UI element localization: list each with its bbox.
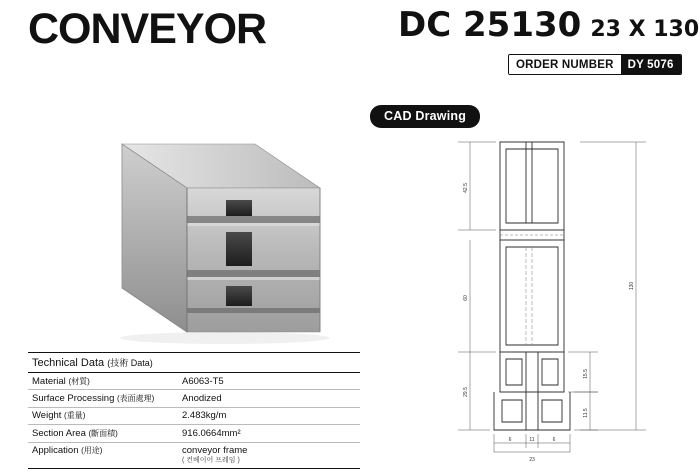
dim-middle-segment: 60 (463, 295, 469, 301)
row-value (182, 428, 241, 439)
cad-drawing (440, 130, 690, 465)
dim-overall-height: 130 (629, 281, 635, 291)
row-label-text: Section Area (32, 427, 86, 439)
profile-cavities (226, 200, 252, 306)
row-label-cjk: (用途) (81, 446, 103, 456)
row-value-text: 2.483kg/m (182, 410, 227, 422)
table-row (28, 425, 360, 442)
dim-top-segment: 42.5 (463, 183, 469, 193)
row-label (32, 376, 182, 387)
row-label (32, 445, 182, 466)
page-title: CONVEYOR (28, 5, 267, 53)
row-value-text: conveyor frame (182, 445, 248, 457)
technical-data-table (28, 352, 360, 469)
technical-data-heading (28, 352, 360, 373)
row-value-text: Anodized (182, 392, 222, 404)
row-value-text: A6063-T5 (182, 375, 224, 387)
table-row (28, 443, 360, 470)
cad-profile-outline (494, 142, 570, 430)
row-value-note: ( 컨베이어 프레임 ) (182, 457, 240, 465)
order-number-label: ORDER NUMBER (509, 55, 621, 74)
dim-width-right: 6 (552, 437, 556, 443)
product-photo (20, 120, 360, 350)
row-value (182, 376, 224, 387)
row-value (182, 393, 222, 404)
dim-slot-a: 15.5 (583, 369, 589, 379)
row-value (182, 445, 247, 466)
product-code-block (398, 5, 700, 45)
row-label (32, 428, 182, 439)
product-size: 23 X 130 (590, 17, 700, 42)
row-label-cjk: (斷面積) (88, 428, 118, 438)
cad-dimension-lines (458, 142, 646, 452)
row-label-text: Surface Processing (32, 392, 115, 404)
dim-width-left: 6 (508, 437, 512, 443)
row-value-text: 916.0664mm² (182, 427, 241, 439)
row-label (32, 393, 182, 404)
cad-drawing-badge: CAD Drawing (370, 105, 480, 128)
dim-lower-segment: 29.5 (463, 387, 469, 397)
row-label-text: Application (32, 445, 79, 457)
table-row (28, 390, 360, 407)
row-label-text: Material (32, 375, 66, 387)
row-label-cjk: (材質) (68, 376, 90, 386)
technical-data-heading-sub: (技術 Data) (107, 358, 153, 368)
dim-width-mid: 11 (529, 437, 535, 443)
table-row (28, 408, 360, 425)
row-label (32, 410, 182, 421)
photo-shadow (120, 332, 330, 344)
product-code: DC 25130 (398, 5, 582, 45)
dim-width-total: 23 (529, 457, 535, 463)
row-label-cjk: (重量) (64, 411, 86, 421)
cad-dimension-labels (463, 183, 635, 463)
table-row (28, 373, 360, 390)
cad-drawing-svg (440, 130, 690, 465)
dim-slot-b: 11.5 (583, 408, 589, 418)
profile-body (122, 144, 320, 332)
row-value (182, 410, 226, 421)
order-number-value: DY 5076 (621, 55, 681, 74)
technical-data-heading-main: Technical Data (32, 357, 105, 369)
product-photo-svg (20, 120, 360, 350)
row-label-text: Weight (32, 410, 62, 422)
order-number-badge (508, 54, 682, 75)
row-label-cjk: (表面處理) (117, 393, 155, 403)
